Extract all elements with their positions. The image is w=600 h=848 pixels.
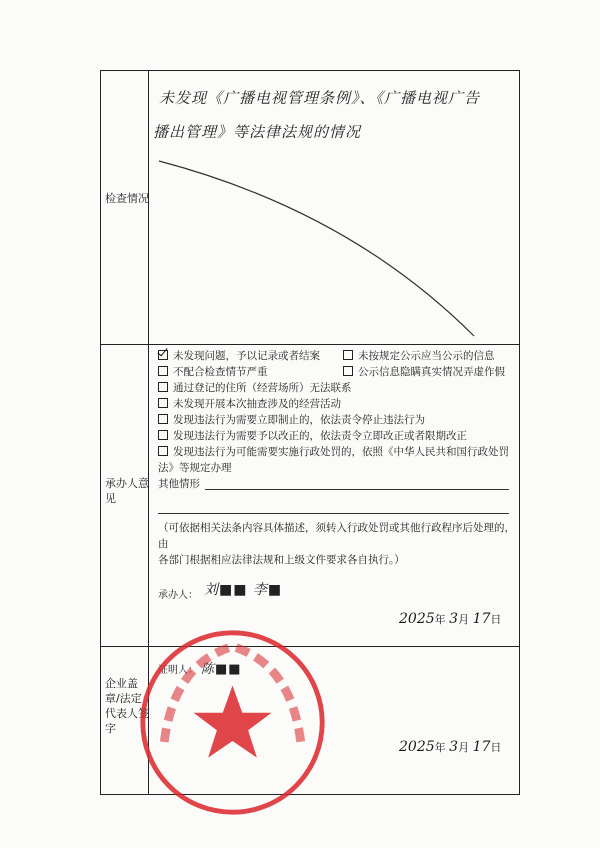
note-line3: 各部门根据相应法律法规和上级文件要求各自执行。） [158, 554, 405, 566]
option-penalty-cont: 法》等规定办理 [158, 462, 232, 474]
inspection-handwriting-line2: 播出管理》等法律法规的情况 [153, 123, 362, 141]
handler-date: 2025年 3月 17日 [399, 611, 502, 627]
enterprise-date: 2025年 3月 17日 [399, 739, 502, 755]
official-seal-icon [135, 625, 330, 820]
inspection-label: 检查情况 [105, 192, 149, 205]
note-line1: （可依据相关法条内容具体描述，须转入行政处罚或其他行政程序后处理的， [158, 522, 515, 534]
option-no-issue: 未发现问题，予以记录或者结案 [158, 349, 320, 363]
checkbox-icon [158, 382, 168, 392]
other-underline-2 [158, 513, 509, 514]
signer-label: 承办人： [158, 590, 198, 601]
checkbox-icon [158, 446, 168, 456]
handler-label: 承办人意见 [105, 477, 149, 505]
void-strike-line [149, 151, 519, 343]
enterprise-label: 企业盖章/法定代表人签字 [105, 677, 149, 735]
checkbox-icon [343, 366, 353, 376]
checkbox-icon [158, 366, 168, 376]
checkbox-icon [343, 350, 353, 360]
checkbox-icon [158, 414, 168, 424]
option-unreachable: 通过登记的住所（经营场所）无法联系 [158, 381, 352, 395]
option-penalty: 发现违法行为可能需要实施行政处罚的，依照《中华人民共和国行政处罚 [158, 445, 509, 459]
option-false-info: 公示信息隐瞒真实情况弄虚作假 [343, 365, 505, 379]
witness-label: 证明人： [158, 665, 198, 676]
inspection-handwriting-line1: 未发现《广播电视管理条例》、《广播电视广告 [159, 89, 481, 107]
other-label: 其他情形 [158, 478, 200, 490]
other-underline [205, 489, 509, 490]
checkbox-icon [158, 430, 168, 440]
option-stop-violation: 发现违法行为需要立即制止的，依法责令停止违法行为 [158, 413, 425, 427]
checkbox-checked-icon [158, 350, 168, 360]
option-correct-violation: 发现违法行为需要予以改正的，依法责令立即改正或者限期改正 [158, 429, 467, 443]
option-no-activity: 未发现开展本次抽查涉及的经营活动 [158, 397, 341, 411]
witness-signature: 陈■■ [201, 662, 242, 677]
note-line2: 由 [158, 538, 169, 550]
option-uncooperative: 不配合检查情节严重 [158, 365, 268, 379]
option-not-published: 未按规定公示应当公示的信息 [343, 349, 495, 363]
checkbox-icon [158, 398, 168, 408]
signer-signature: 刘■■ 李■ [204, 582, 283, 598]
